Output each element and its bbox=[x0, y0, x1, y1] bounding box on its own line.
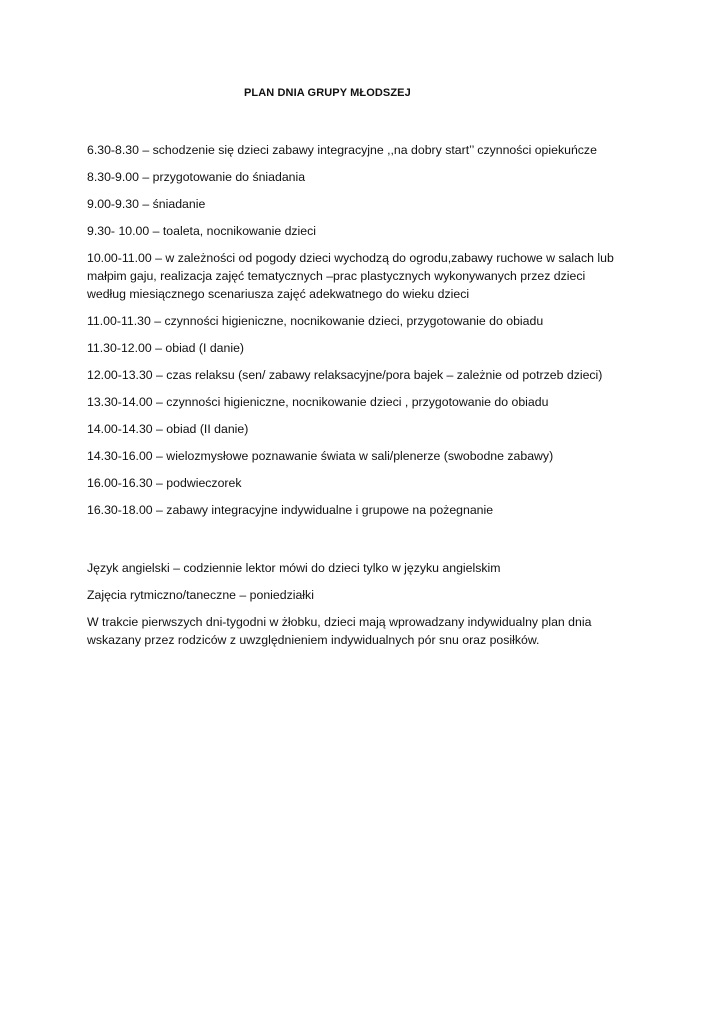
schedule-item: 13.30-14.00 – czynności higieniczne, nocnikowanie dzieci , przygotowanie do obiadu bbox=[87, 395, 549, 409]
schedule-item: 14.00-14.30 – obiad (II danie) bbox=[87, 422, 249, 436]
schedule-item: 9.00-9.30 – śniadanie bbox=[87, 197, 206, 211]
schedule-item: 11.30-12.00 – obiad (I danie) bbox=[87, 341, 245, 355]
note-paragraph: W trakcie pierwszych dni-tygodni w żłobku, dzieci mają wprowadzany indywidualny plan dnia wskazany przez rodziców z uwzględnieniem indywidualnych pór snu oraz posiłków. bbox=[87, 615, 592, 647]
schedule-item: 12.00-13.30 – czas relaksu (sen/ zabawy relaksacyjne/pora bajek – zależnie od potrzeb dzieci) bbox=[87, 368, 603, 382]
schedule-item: 11.00-11.30 – czynności higieniczne, nocnikowanie dzieci, przygotowanie do obiadu bbox=[87, 314, 544, 328]
schedule-item: 14.30-16.00 – wielozmysłowe poznawanie świata w sali/plenerze (swobodne zabawy) bbox=[87, 449, 554, 463]
schedule-item: 16.00-16.30 – podwieczorek bbox=[87, 476, 242, 490]
page-title: PLAN DNIA GRUPY MŁODSZEJ bbox=[244, 87, 411, 99]
schedule-item: 16.30-18.00 – zabawy integracyjne indywidualne i grupowe na pożegnanie bbox=[87, 503, 494, 517]
schedule-item: 9.30- 10.00 – toaleta, nocnikowanie dzieci bbox=[87, 224, 317, 238]
note-paragraph: Język angielski – codziennie lektor mówi do dzieci tylko w języku angielskim bbox=[87, 561, 501, 575]
schedule-item: 10.00-11.00 – w zależności od pogody dzieci wychodzą do ogrodu,zabawy ruchowe w salach lub małpim gaju, realizacja zajęć tematycznych –prac plastycznych wykonywanych przez dzieci według miesiącznego scenariusza zajęć adekwatnego do wieku dzieci bbox=[87, 251, 614, 301]
notes-section bbox=[87, 559, 627, 658]
daily-schedule-list bbox=[87, 141, 627, 528]
note-paragraph: Zajęcia rytmiczno/taneczne – poniedziałki bbox=[87, 588, 314, 602]
schedule-item: 6.30-8.30 – schodzenie się dzieci zabawy integracyjne ,,na dobry start’’ czynności opiekuńcze bbox=[87, 143, 597, 157]
schedule-item: 8.30-9.00 – przygotowanie do śniadania bbox=[87, 170, 306, 184]
